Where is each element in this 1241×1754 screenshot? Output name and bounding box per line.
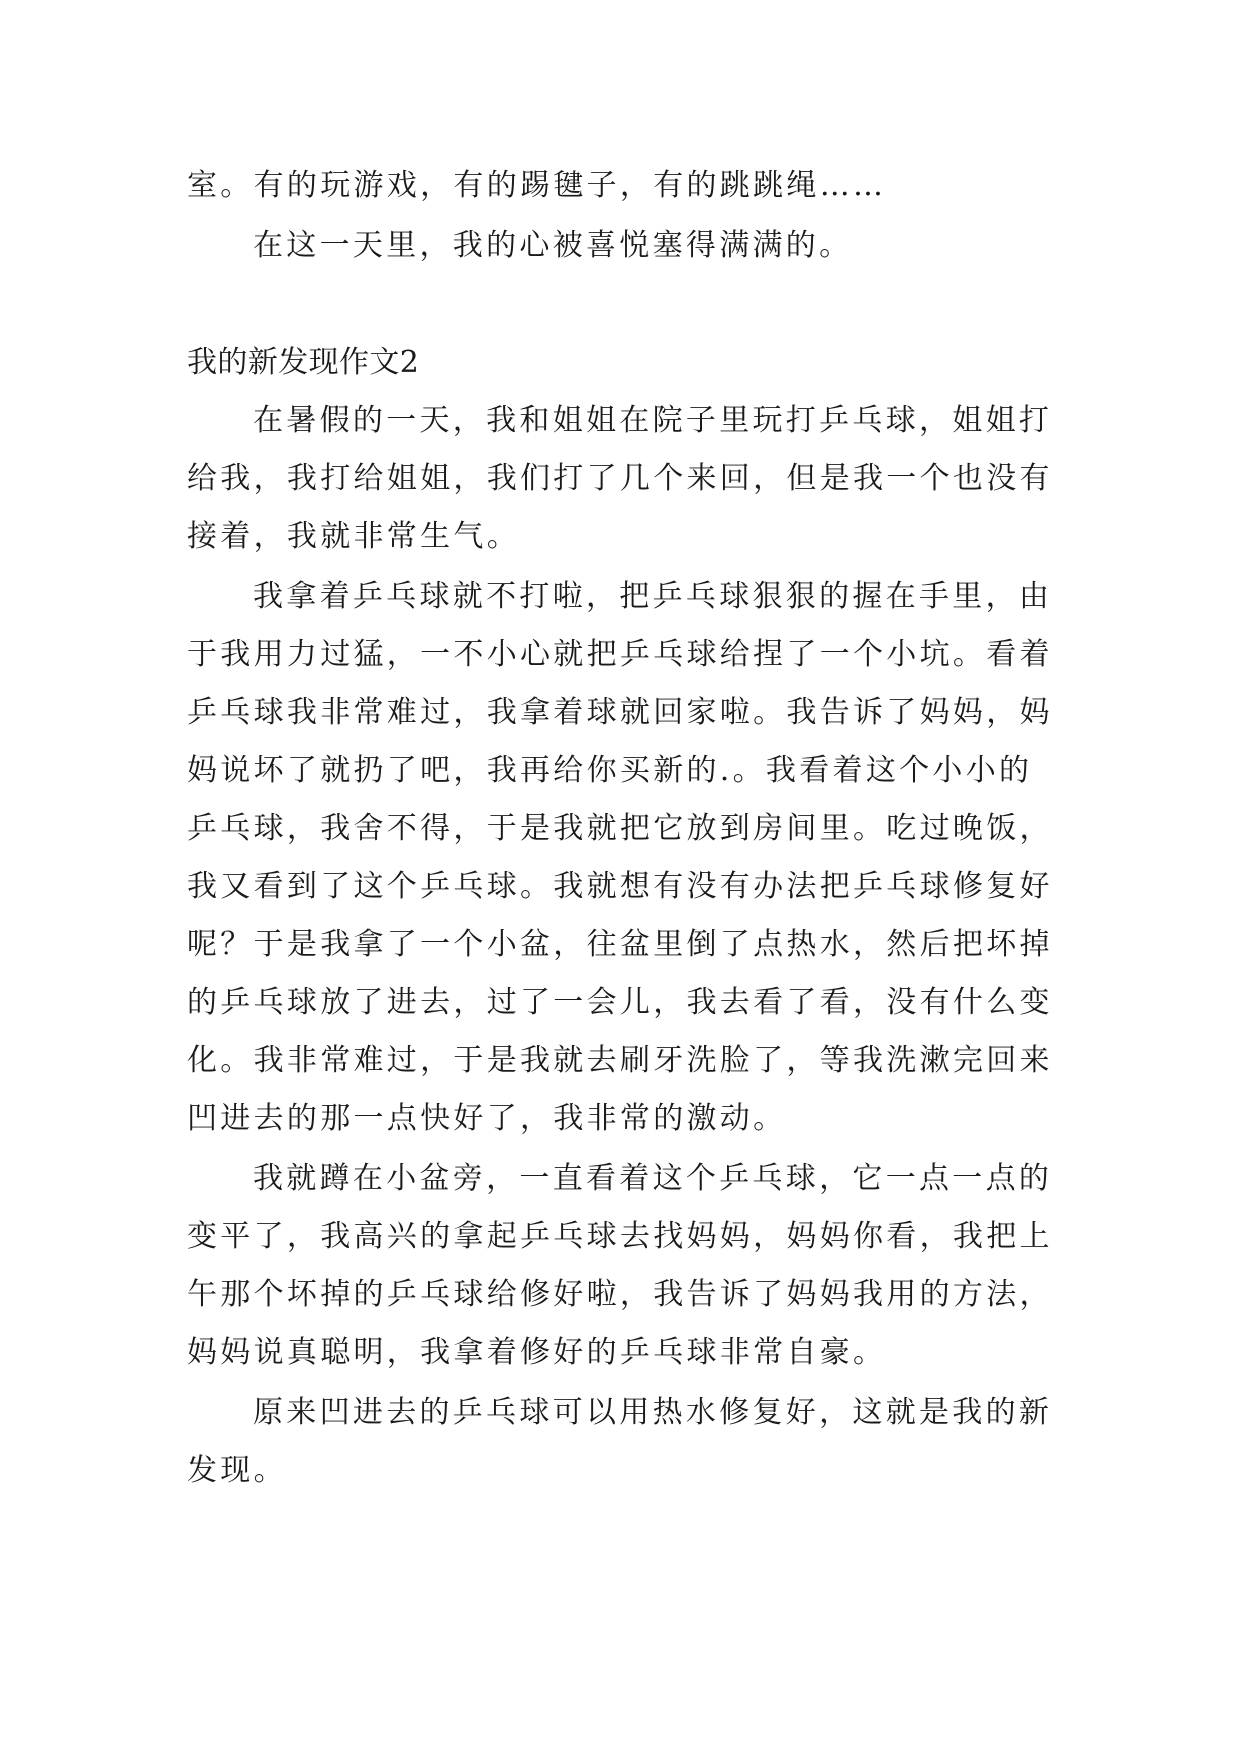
paragraph-2-line-6: 我又看到了这个乒乓球。我就想有没有办法把乒乓球修复好 xyxy=(187,869,1053,904)
intro-line-1: 室。有的玩游戏，有的踢毽子，有的跳跳绳…… xyxy=(187,168,887,203)
paragraph-2-line-8: 的乒乓球放了进去，过了一会儿，我去看了看，没有什么变 xyxy=(187,985,1053,1020)
paragraph-2-line-9: 化。我非常难过，于是我就去刷牙洗脸了，等我洗漱完回来 xyxy=(187,1043,1053,1078)
paragraph-3-line-2: 变平了，我高兴的拿起乒乓球去找妈妈，妈妈你看，我把上 xyxy=(187,1219,1053,1254)
paragraph-2-line-4: 妈说坏了就扔了吧，我再给你买新的.。我看着这个小小的 xyxy=(187,753,1033,788)
paragraph-2-line-7: 呢？于是我拿了一个小盆，往盆里倒了点热水，然后把坏掉 xyxy=(187,927,1053,962)
paragraph-2-line-5: 乒乓球，我舍不得，于是我就把它放到房间里。吃过晚饭， xyxy=(187,811,1053,846)
paragraph-3-line-3: 午那个坏掉的乒乓球给修好啦，我告诉了妈妈我用的方法， xyxy=(187,1277,1053,1312)
paragraph-2-line-2: 于我用力过猛，一不小心就把乒乓球给捏了一个小坑。看着 xyxy=(187,637,1053,672)
paragraph-3-line-4: 妈妈说真聪明，我拿着修好的乒乓球非常自豪。 xyxy=(187,1335,887,1370)
paragraph-1-line-1: 在暑假的一天，我和姐姐在院子里玩打乒乓球，姐姐打 xyxy=(253,403,1053,438)
paragraph-3-line-1: 我就蹲在小盆旁，一直看着这个乒乓球，它一点一点的 xyxy=(253,1161,1053,1196)
essay-title: 我的新发现作文2 xyxy=(187,345,420,380)
paragraph-2-line-10: 凹进去的那一点快好了，我非常的激动。 xyxy=(187,1101,787,1136)
paragraph-1-line-3: 接着，我就非常生气。 xyxy=(187,519,520,554)
paragraph-4-line-1: 原来凹进去的乒乓球可以用热水修复好，这就是我的新 xyxy=(253,1395,1053,1430)
paragraph-1-line-2: 给我，我打给姐姐，我们打了几个来回，但是我一个也没有 xyxy=(187,461,1053,496)
paragraph-2-line-3: 乒乓球我非常难过，我拿着球就回家啦。我告诉了妈妈，妈 xyxy=(187,695,1053,730)
intro-line-2: 在这一天里，我的心被喜悦塞得满满的。 xyxy=(253,228,853,263)
paragraph-4-line-2: 发现。 xyxy=(187,1453,287,1488)
paragraph-2-line-1: 我拿着乒乓球就不打啦，把乒乓球狠狠的握在手里，由 xyxy=(253,579,1053,614)
